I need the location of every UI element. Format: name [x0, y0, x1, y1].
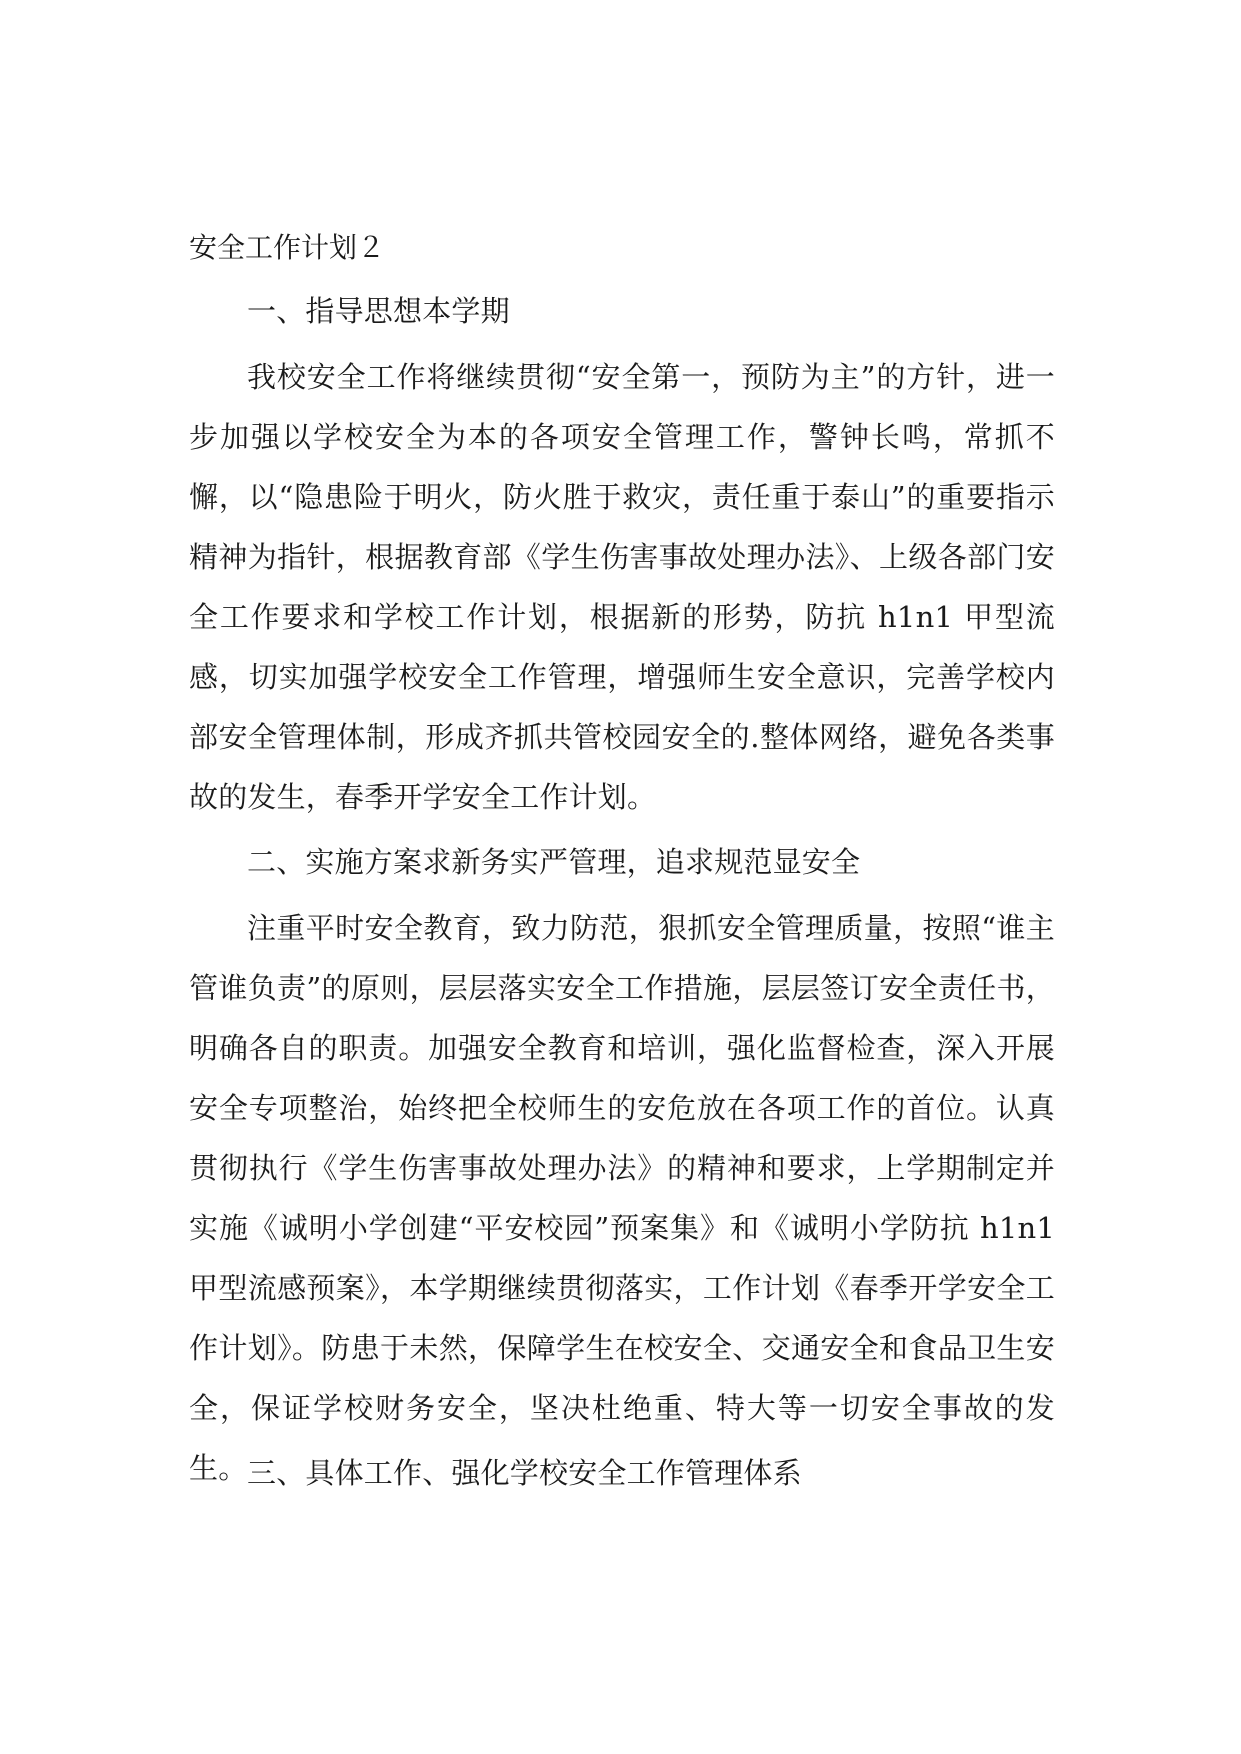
- section-heading-2: 二、实施方案求新务实严管理，追求规范显安全: [247, 845, 861, 879]
- section-body-2: 注重平时安全教育，致力防范，狠抓安全管理质量，按照“谁主管谁负责”的原则，层层落实安全工作措施，层层签订安全责任书，明确各自的职责。加强安全教育和培训，强化监督检查，深入开展安全专项整治，始终把全校师生的安危放在各项工作的首位。认真贯彻执行《学生伤害事故处理办法》的精神和要求，上学期制定并实施《诚明小学创建“平安校园”预案集》和《诚明小学防抗 h1n1 甲型流感预案》，本学期继续贯彻落实，工作计划《春季开学安全工作计划》。防患于未然，保障学生在校安全、交通安全和食品卫生安全，保证学校财务安全，坚决杜绝重、特大等一切安全事故的发生。: [189, 911, 1055, 1485]
- section-body-1: 我校安全工作将继续贯彻“安全第一，预防为主”的方针，进一步加强以学校安全为本的各项安全管理工作，警钟长鸣，常抓不懈，以“隐患险于明火，防火胜于救灾，责任重于泰山”的重要指示精神为指针，根据教育部《学生伤害事故处理办法》、上级各部门安全工作要求和学校工作计划，根据新的形势，防抗 h1n1 甲型流感，切实加强学校安全工作管理，增强师生安全意识，完善学校内部安全管理体制，形成齐抓共管校园安全的.整体网络，避免各类事故的发生，春季开学安全工作计划。: [189, 360, 1055, 814]
- document-title: 安全工作计划２: [189, 231, 386, 264]
- section-heading-1: 一、指导思想本学期: [247, 294, 510, 328]
- section-heading-3: 三、具体工作、强化学校安全工作管理体系: [247, 1456, 802, 1490]
